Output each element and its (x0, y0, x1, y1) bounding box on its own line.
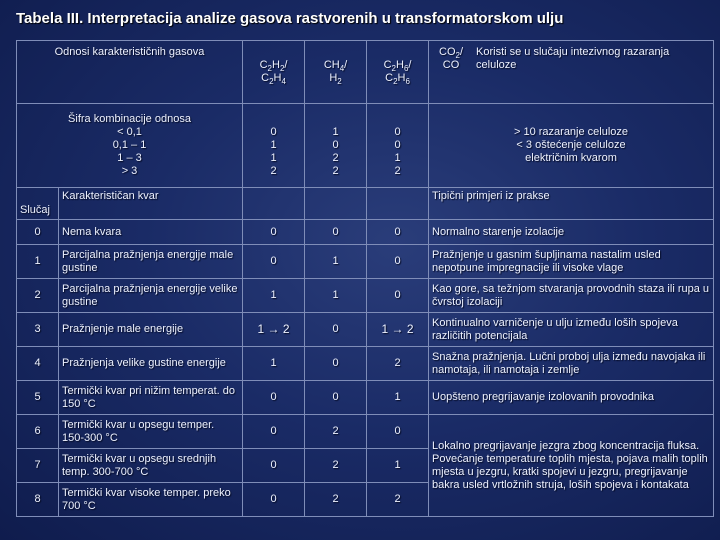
table-cell: 0 (367, 220, 429, 245)
table-cell: 1 (243, 347, 305, 381)
table-cell: 0 (305, 381, 367, 415)
table-cell: 0 (305, 313, 367, 347)
ratio-label: Odnosi karakterističnih gasova (17, 41, 243, 104)
ratio-header-row (17, 41, 714, 104)
table-cell: Termički kvar pri nižim temperat. do 150 °C (59, 381, 243, 415)
table-row (17, 415, 714, 449)
table-cell (243, 188, 305, 220)
section-header-row (17, 188, 714, 220)
table-row (17, 347, 714, 381)
code-col2: 1 0 2 2 (305, 104, 367, 188)
table-cell: 0 (367, 245, 429, 279)
table-row (17, 313, 714, 347)
table-cell: 0 (243, 483, 305, 517)
examples-header: Tipični primjeri iz prakse (429, 188, 714, 220)
merged-example-cell: Lokalno pregrijavanje jezgra zbog koncentracija fluksa. Povećanje temperature toplih mjesta, pojava malih toplih mjesta u jezgru, kratki spojevi u jezgru, pregrijavanje bakra usled vrtložnih struja, loših spojeva i kontakata (429, 415, 714, 517)
table-cell: 0 (305, 220, 367, 245)
table-cell: 7 (17, 449, 59, 483)
table-cell: 1 (243, 279, 305, 313)
table-cell: Kao gore, sa težnjom stvaranja provodnih staza ili rupa u čvrstoj izolaciji (429, 279, 714, 313)
fault-header: Karakterističan kvar (59, 188, 243, 220)
table-cell: Nema kvara (59, 220, 243, 245)
table-cell: 0 (243, 245, 305, 279)
ratio-c2h2-c2h4: $C_2H_2/$ $C_2H_4$ (243, 41, 305, 104)
table-row (17, 245, 714, 279)
table-cell: Kontinualno varničenje u ulju između loših spojeva različitih potencijala (429, 313, 714, 347)
table-cell: Uopšteno pregrijavanje izolovanih provodnika (429, 381, 714, 415)
ratio-ch4-h2: $CH_4/$ $H_2$ (305, 41, 367, 104)
table-cell: Termički kvar visoke temper. preko 700 °C (59, 483, 243, 517)
table-cell: 0 (305, 347, 367, 381)
table-cell: 1 (305, 279, 367, 313)
table-cell: 1 → 2 (243, 313, 305, 347)
table-cell: Normalno starenje izolacije (429, 220, 714, 245)
table-cell (367, 188, 429, 220)
table-cell: 0 (367, 415, 429, 449)
case-header: Slučaj (17, 188, 59, 220)
table-cell: 2 (17, 279, 59, 313)
code-row (17, 104, 714, 188)
table-cell: 6 (17, 415, 59, 449)
table-cell: 2 (367, 347, 429, 381)
code-col3: 0 0 1 2 (367, 104, 429, 188)
table-cell: 0 (243, 381, 305, 415)
code-cell: Šifra kombinacije odnosa < 0,1 0,1 – 1 1 – 3 > 3 (17, 104, 243, 188)
table-cell: 0 (243, 220, 305, 245)
table-row (17, 381, 714, 415)
table-cell: Pražnjenje male energije (59, 313, 243, 347)
page-title: Tabela III. Interpretacija analize gasova rastvorenih u transformatorskom ulju (16, 10, 564, 27)
table-cell (305, 188, 367, 220)
co2-note: Koristi se u slučaju intezivnog razaranja celuloze (476, 46, 670, 71)
table-cell: 3 (17, 313, 59, 347)
table-cell: 1 (367, 449, 429, 483)
table-cell: 8 (17, 483, 59, 517)
table-row (17, 220, 714, 245)
table-cell: Snažna pražnjenja. Lučni proboj ulja između navojaka ili namotaja, ili namotaja i zemlje (429, 347, 714, 381)
table-cell: 2 (367, 483, 429, 517)
ratio-co2-co: $CO_2/$ CO Koristi se u slučaju intezivnog razaranja celuloze (429, 41, 714, 104)
table-cell: Pražnjenje u gasnim šupljinama nastalim usled nepotpune impregnacije ili visoke vlage (429, 245, 714, 279)
table-cell: 0 (367, 279, 429, 313)
table-cell: 0 (17, 220, 59, 245)
gas-analysis-table (16, 40, 714, 517)
table-cell: 2 (305, 449, 367, 483)
table-cell: 1 (305, 245, 367, 279)
table-cell: Parcijalna pražnjenja energije velike gustine (59, 279, 243, 313)
table-cell: 1 → 2 (367, 313, 429, 347)
table-cell: 5 (17, 381, 59, 415)
table-cell: Termički kvar u opsegu temper. 150-300 °C (59, 415, 243, 449)
ratio-c2h4-c2h6: $C_2H_6/$ $C_2H_6$ (367, 41, 429, 104)
table-row (17, 279, 714, 313)
table-cell: Pražnjenja velike gustine energije (59, 347, 243, 381)
table-cell: Termički kvar u opsegu srednjih temp. 300-700 °C (59, 449, 243, 483)
table-cell: 1 (367, 381, 429, 415)
table-cell: 0 (243, 449, 305, 483)
table-cell: Parcijalna pražnjenja energije male gustine (59, 245, 243, 279)
table-cell: 1 (17, 245, 59, 279)
code-col1: 0 1 1 2 (243, 104, 305, 188)
table-cell: 0 (243, 415, 305, 449)
table-cell: 4 (17, 347, 59, 381)
table-cell: 2 (305, 415, 367, 449)
table-cell: 2 (305, 483, 367, 517)
code-co2-notes: > 10 razaranje celuloze < 3 oštećenje celuloze električnim kvarom (429, 104, 714, 188)
